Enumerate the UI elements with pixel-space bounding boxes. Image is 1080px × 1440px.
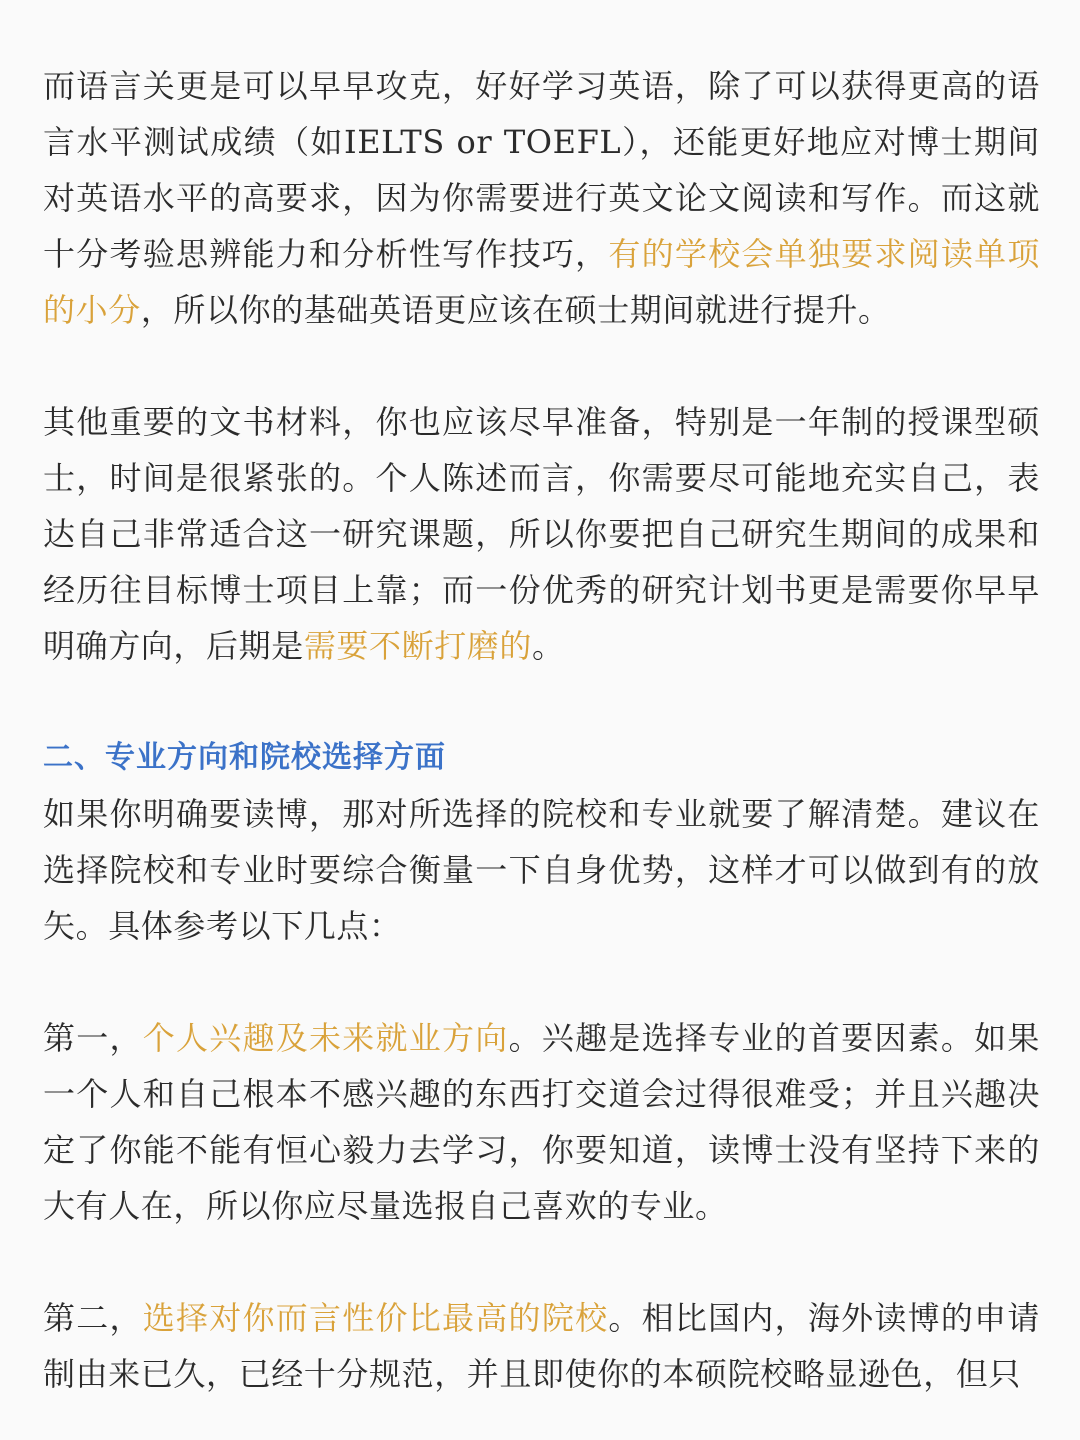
paragraph-text: 第一， [43,1019,143,1057]
highlighted-text: 个人兴趣及未来就业方向 [142,1019,509,1057]
paragraph-text: 第二， [43,1299,143,1337]
paragraph-language [43,58,1040,338]
paragraph-text: 。相比国内，海外读博的申请制由来已久，已经十分规范，并且即使你的本硕院校略显逊色，但只 [43,1299,1040,1393]
section-heading: 二、专业方向和院校选择方面 [43,740,446,775]
paragraph-text: 而语言关更是可以早早攻克，好好学习英语，除了可以获得更高的语言水平测试成绩（如IELTS or TOEFL），还能更好地应对博士期间对英语水平的高要求，因为你需要进行英文论文阅读和写作。而这就十分考验思辨能力和分析性写作技巧， [43,67,1040,273]
paragraph-text: ，所以你的基础英语更应该在硕士期间就进行提升。 [140,291,891,329]
highlighted-text: 选择对你而言性价比最高的院校 [142,1299,609,1337]
paragraph-point-one [43,1010,1040,1234]
paragraph-text: 如果你明确要读博，那对所选择的院校和专业就要了解清楚。建议在选择院校和专业时要综合衡量一下自身优势，这样才可以做到有的放矢。具体参考以下几点： [43,795,1040,945]
paragraph-spacer [43,954,1040,1010]
paragraph-school-choice-intro [43,786,1040,954]
paragraph-text: 。兴趣是选择专业的首要因素。如果一个人和自己根本不感兴趣的东西打交道会过得很难受；并且兴趣决定了你能不能有恒心毅力去学习，你要知道，读博士没有坚持下来的大有人在，所以你应尽量选报自己喜欢的专业。 [43,1019,1040,1225]
paragraph-spacer [43,674,1040,730]
paragraph-spacer [43,338,1040,394]
paragraph-text: 。 [532,627,565,665]
highlighted-text: 有的学校会单独要求阅读单项的小分 [43,235,1041,329]
paragraph-spacer [43,1234,1040,1290]
paragraph-text: 其他重要的文书材料，你也应该尽早准备，特别是一年制的授课型硕士，时间是很紧张的。个人陈述而言，你需要尽可能地充实自己，表达自己非常适合这一研究课题，所以你要把自己研究生期间的成果和经历往目标博士项目上靠；而一份优秀的研究计划书更是需要你早早明确方向，后期是 [43,403,1040,665]
paragraph-documents [43,394,1040,674]
paragraph-point-two [43,1290,1040,1402]
highlighted-text: 需要不断打磨的 [303,627,533,665]
